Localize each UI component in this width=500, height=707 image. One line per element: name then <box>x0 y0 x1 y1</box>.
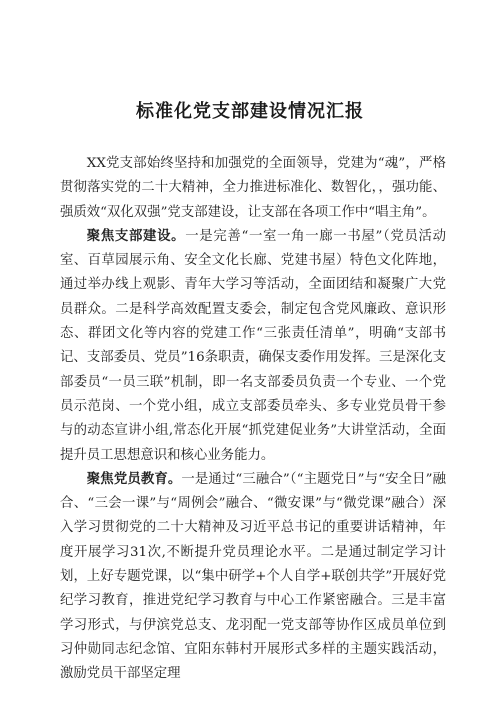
intro-paragraph: XX党支部始终坚持和加强党的全面领导，党建为“魂”，严格贯彻落实党的二十大精神，全力推进标准化、数智化，，强功能、强质效“双化双强”党支部建设，让支部在各项工作中“唱主角”。 <box>60 156 446 220</box>
section-text: 一是通过“三融合”（“主题党日”与“安全日”融合、“三会一课”与“周例会”融合、“微安课”与“微党课”融合）深入学习贯彻党的二十大精神及习近平总书记的重要讲话精神，年度开展学习31次,不断提升党员理论水平。二是通过制定学习计划，上好专题党课，以“集中研学+个人自学+联创共学”开展好党纪学习教育，推进党纪学习教育与中心工作紧密融合。三是丰富学习形式，与伊滨党总支、龙羽配一党支部等协作区成员单位到习仲勋同志纪念馆、宜阳东韩村开展形式多样的主题实践活动，激励党员干部坚定理 <box>60 471 447 682</box>
section-heading: 聚焦党员教育。 <box>86 471 182 487</box>
document-body <box>60 152 446 687</box>
section-paragraph-branch-building <box>60 225 446 468</box>
section-paragraph-member-education <box>60 468 446 687</box>
page-title: 标准化党支部建设情况汇报 <box>136 101 364 122</box>
section-text: 一是完善“一室一角一廊一书屋”（党员活动室、百草园展示角、安全文化长廊、党建书屋）特色文化阵地，通过举办线上观影、青年大学习等活动，全面团结和凝聚广大党员群众。二是科学高效配置支委会，制定包含党风廉政、意识形态、群团文化等内容的党建工作“三张责任清单”，明确“支部书记、支部委员、党员”16条职责，确保支委作用发挥。三是深化支部委员“一员三联”机制，即一名支部委员负责一个专业、一个党员示范岗、一个党小组，成立支部委员牵头、多专业党员骨干参与的动态宣讲小组,常态化开展“抓党建促业务”大讲堂活动，全面提升员工思想意识和核心业务能力。 <box>60 228 446 463</box>
section-heading: 聚焦支部建设。 <box>86 228 186 244</box>
